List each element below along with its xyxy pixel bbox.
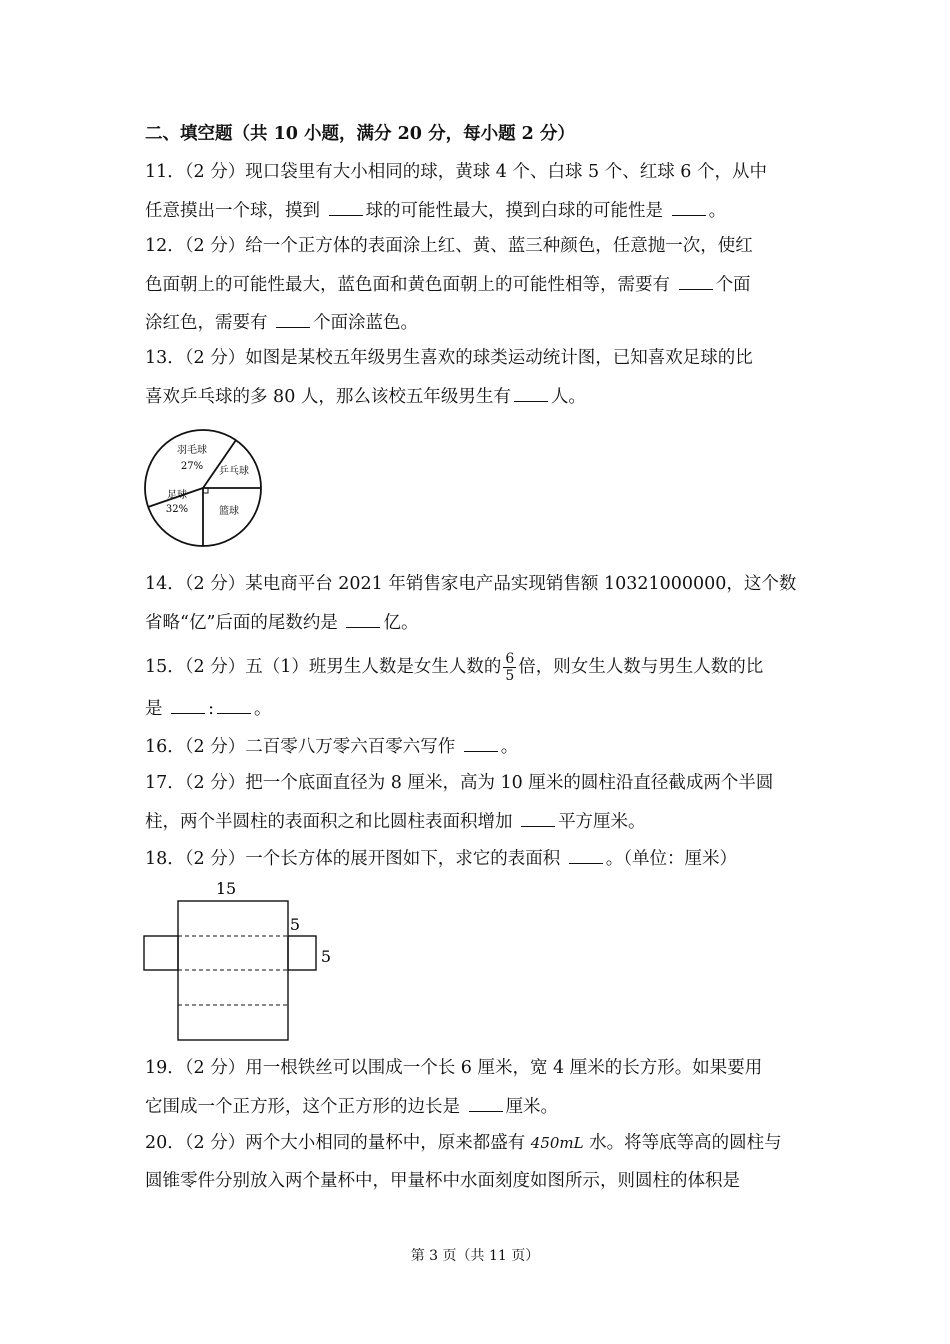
q13-blank[interactable] <box>514 385 548 402</box>
q15-line1 <box>145 649 763 685</box>
q15-blank-2[interactable] <box>217 697 251 714</box>
section-title: 二、填空题（共 10 小题，满分 20 分，每小题 2 分） <box>145 124 575 144</box>
pie-value-badminton: 27% <box>180 461 204 472</box>
net-left-face <box>144 936 178 970</box>
q18-text-a: 18．（2 分）一个长方体的展开图如下，求它的表面积 <box>145 849 566 869</box>
q12-text-a: 色面朝上的可能性最大，蓝色面和黄色面朝上的可能性相等，需要有 <box>145 275 676 295</box>
q17-blank[interactable] <box>521 810 555 827</box>
pie-label-football: 足球 <box>167 490 187 501</box>
q15-fraction <box>503 651 516 684</box>
q11-blank-1[interactable] <box>329 199 363 216</box>
q12-text-b: 个面 <box>715 275 751 295</box>
q12-line1: 12．（2 分）给一个正方体的表面涂上红、黄、蓝三种颜色，任意抛一次，使红 <box>145 236 753 256</box>
q19-text-b: 厘米。 <box>505 1097 559 1117</box>
q12-line3 <box>145 311 418 334</box>
q18-text-b: 。（单位：厘米） <box>605 849 738 869</box>
q13-text-a: 喜欢乒乓球的多 80 人，那么该校五年级男生有 <box>145 387 511 407</box>
q16-blank[interactable] <box>464 735 498 752</box>
q19-text-a: 它围成一个正方形，这个正方形的边长是 <box>145 1097 466 1117</box>
q11-text-b: 球的可能性最大，摸到白球的可能性是 <box>365 201 669 221</box>
pie-label-pingpong: 乒乓球 <box>219 466 249 477</box>
q11-line1: 11．（2 分）现口袋里有大小相同的球，黄球 4 个、白球 5 个、红球 6 个，从中 <box>145 162 767 182</box>
q15-text-b: 倍，则女生人数与男生人数的比 <box>518 657 764 677</box>
q17-line2 <box>145 810 646 833</box>
q20-text-a: 20．（2 分）两个大小相同的量杯中，原来都盛有 <box>145 1133 531 1153</box>
q13-line2 <box>145 385 586 408</box>
q11-text-a: 任意摸出一个球，摸到 <box>145 201 326 221</box>
q19-line2 <box>145 1095 558 1118</box>
q15-frac-num: 6 <box>505 651 515 667</box>
q14-text-a: 省略“亿”后面的尾数约是 <box>145 613 344 633</box>
q15-text-c: 是 <box>145 699 169 719</box>
q20-line2: 圆锥零件分别放入两个量杯中，甲量杯中水面刻度如图所示，则圆柱的体积是 <box>145 1171 740 1191</box>
pie-label-basketball: 篮球 <box>219 506 239 517</box>
q14-line1: 14．（2 分）某电商平台 2021 年销售家电产品实现销售额 10321000000，这个数 <box>145 574 797 594</box>
q13-text-b: 人。 <box>550 387 586 407</box>
q12-blank-1[interactable] <box>679 273 713 290</box>
q12-blank-2[interactable] <box>276 311 310 328</box>
q16-line1 <box>145 735 518 758</box>
net-label-top: 15 <box>215 879 237 898</box>
q12-text-d: 个面涂蓝色。 <box>313 313 419 333</box>
q18-blank[interactable] <box>569 847 603 864</box>
q17-line1: 17．（2 分）把一个底面直径为 8 厘米，高为 10 厘米的圆柱沿直径截成两个半圆 <box>145 773 774 793</box>
pie-chart <box>140 428 270 553</box>
q14-text-b: 亿。 <box>383 613 419 633</box>
q12-line2 <box>145 273 751 296</box>
q15-text-d: 。 <box>253 699 272 719</box>
q15-blank-1[interactable] <box>171 697 205 714</box>
q12-text-c: 涂红色，需要有 <box>145 313 274 333</box>
q15-frac-den: 5 <box>505 668 515 684</box>
q19-blank[interactable] <box>469 1095 503 1112</box>
q18-line1 <box>145 847 737 870</box>
q14-blank[interactable] <box>346 611 380 628</box>
cuboid-net-figure <box>140 876 340 1044</box>
q15-colon: : <box>208 699 214 719</box>
q17-text-a: 柱，两个半圆柱的表面积之和比圆柱表面积增加 <box>145 812 519 832</box>
pie-label-badminton: 羽毛球 <box>177 445 207 456</box>
q15-line2 <box>145 697 271 720</box>
q13-line1: 13．（2 分）如图是某校五年级男生喜欢的球类运动统计图，已知喜欢足球的比 <box>145 348 753 368</box>
q11-blank-2[interactable] <box>672 199 706 216</box>
q17-text-b: 平方厘米。 <box>558 812 646 832</box>
q16-text-a: 16．（2 分）二百零八万零六百零六写作 <box>145 737 461 757</box>
q20-text-b: 水。将等底等高的圆柱与 <box>583 1133 782 1153</box>
net-label-right: 5 <box>320 947 332 966</box>
net-right-face <box>288 936 316 970</box>
pie-value-football: 32% <box>165 504 189 515</box>
net-label-mid: 5 <box>289 915 301 934</box>
q11-text-c: 。 <box>708 201 727 221</box>
q20-volume: 450mL <box>530 1134 584 1152</box>
page-footer: 第 3 页（共 11 页） <box>410 1248 540 1264</box>
q14-line2 <box>145 611 418 634</box>
q16-text-b: 。 <box>500 737 519 757</box>
q15-text-a: 15．（2 分）五（1）班男生人数是女生人数的 <box>145 657 502 677</box>
q19-line1: 19．（2 分）用一根铁丝可以围成一个长 6 厘米，宽 4 厘米的长方形。如果要用 <box>145 1058 763 1078</box>
q20-line1 <box>145 1132 782 1154</box>
q11-line2 <box>145 199 726 222</box>
